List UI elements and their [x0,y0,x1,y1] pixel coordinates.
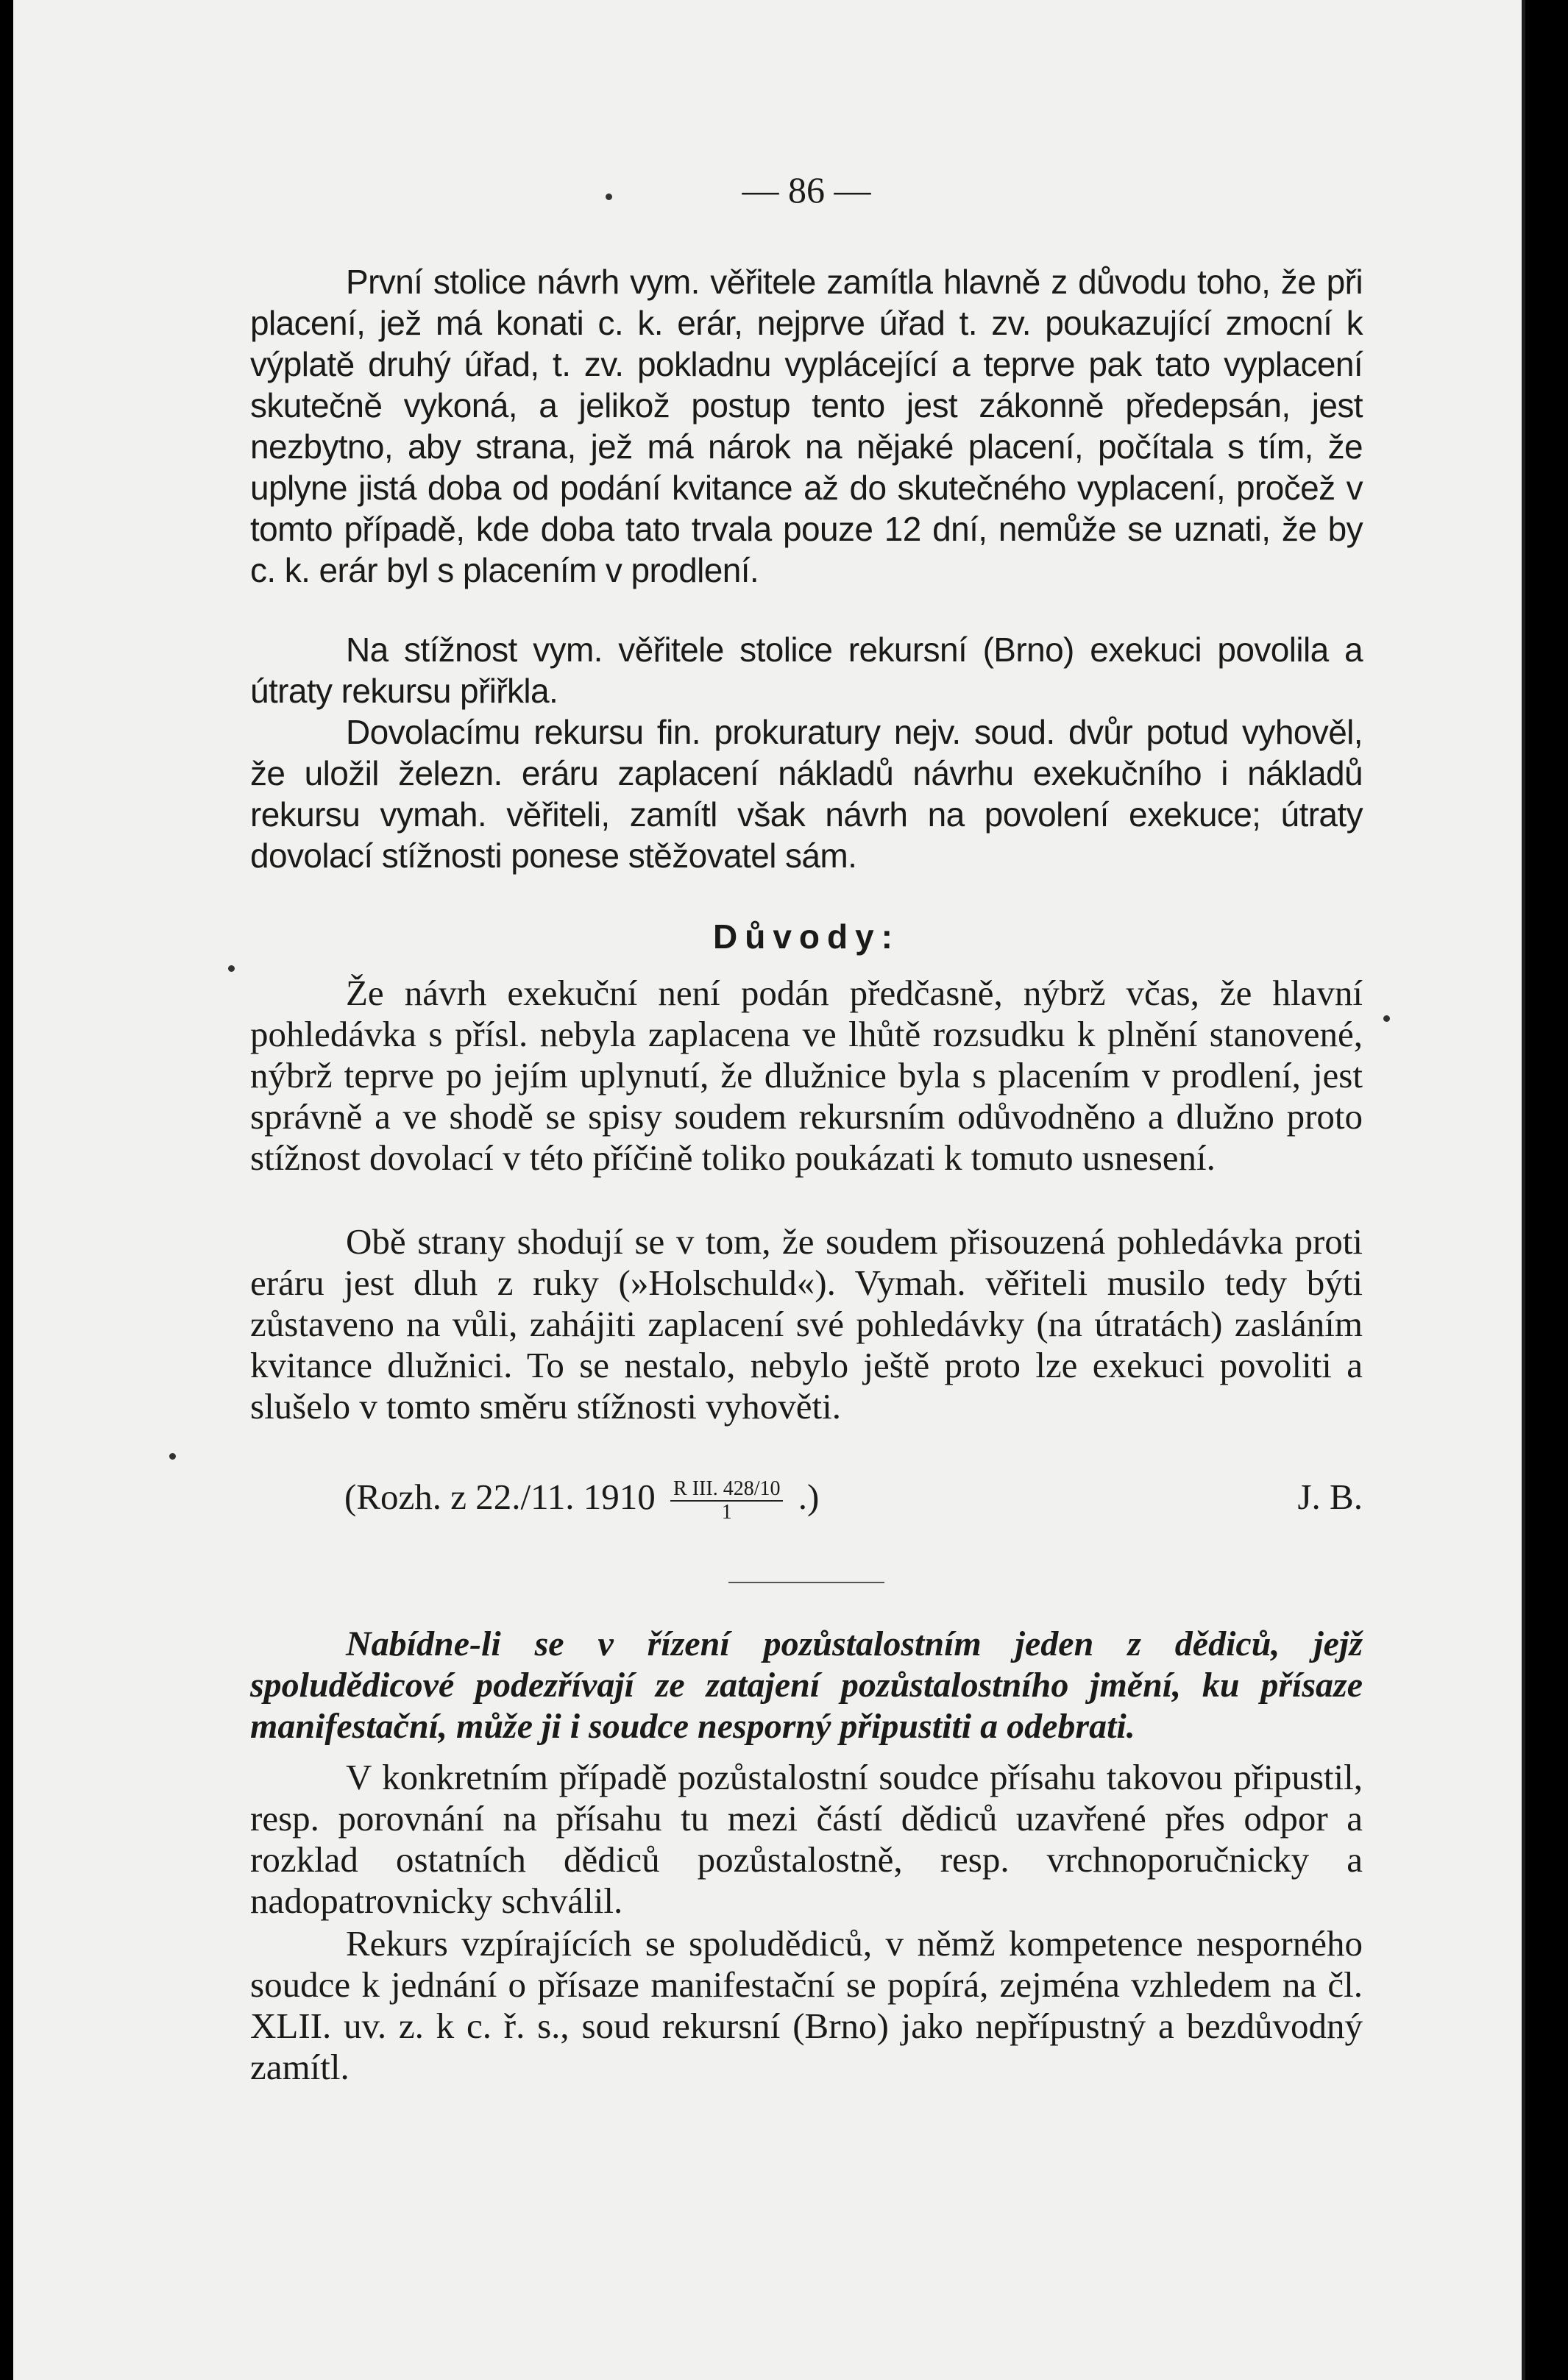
paragraph-reasons-2: Obě strany shodují se v tom, že soudem přisouzená pohledávka proti eráru jest dluh z ruky (»Holschuld«). Vymah. věřiteli musilo tedy býti zůstaveno na vůli, zahájiti zaplacení své pohledávky (na útratách) zasláním kvitance dlužnici. To se nestalo, nebylo ještě proto lze exekuci povoliti a slušelo v tomto směru stížnosti vyhověti. [250,1221,1363,1427]
italic-headnote: Nabídne-li se v řízení pozůstalostním jeden z dědiců, jejž spoludědicové podezřívají ze zatajení pozůstalostního jmění, ku přísaze manifestační, může ji i soudce nesporný připustiti a odebrati. [250,1624,1363,1746]
author-initials: J. B. [1297,1477,1363,1517]
citation-reference [344,1471,819,1524]
paragraph-appeal-instance: Na stížnost vym. věřitele stolice rekursní (Brno) exekuci povolila a útraty rekursu přiřkla. [250,630,1363,710]
fraction-numerator: R III. 428/10 [670,1478,783,1502]
speck-dot [1383,1015,1390,1022]
page-number: — 86 — [742,169,871,210]
citation-fraction [670,1478,783,1524]
citation-suffix: .) [798,1477,820,1517]
paragraph-first-instance: První stolice návrh vym. věřitele zamítla hlavně z důvodu toho, že při placení, jež má konati c. k. erár, nejprve úřad t. zv. poukazující zmocní k výplatě druhý úřad, t. zv. pokladnu vyplácející a teprve pak tato vyplacení skutečně vykoná, a jelikož postup tento jest zákonně předepsán, jest nezbytno, aby strana, jež má nárok na nějaké placení, počítala s tím, že uplyne jistá doba od podání kvitance až do skutečného vyplacení, pročež v tomto případě, kde doba tato trvala pouze 12 dní, nemůže se uznati, že by c. k. erár byl s placením v prodlení. [250,263,1363,589]
speck-dot [169,1453,176,1460]
reasons-heading: Důvody: [713,917,900,956]
paragraph-probate-2: Rekurs vzpírajících se spoludědiců, v němž kompetence nesporného soudce k jednání o přísaze manifestační se popírá, zejména vzhledem na čl. XLII. uv. z. k c. ř. s., soud rekursní (Brno) jako nepřípustný a bezdůvodný zamítl. [250,1923,1363,2087]
fraction-denominator: 1 [721,1500,732,1524]
citation-prefix: (Rozh. z 22./11. 1910 [344,1477,656,1517]
paragraph-probate-1: V konkretním případě pozůstalostní soudce přísahu takovou připustil, resp. porovnání na přísahu tu mezi částí dědiců uzavřené přes odpor a rozklad ostatních dědiců pozůstalostně, resp. vrchnoporučnicky a nadopatrovnicky schválil. [250,1757,1363,1921]
paragraph-reasons-1: Že návrh exekuční není podán předčasně, nýbrž včas, že hlavní pohledávka s přísl. nebyla zaplacena ve lhůtě rozsudku k plnění stanovené, nýbrž teprve po jejím uplynutí, že dlužnice byla s placením v prodlení, jest správně a ve shodě se spisy soudem rekursním odůvodněno a dlužno proto stížnost dovolací v této příčině toliko poukázati k tomuto usnesení. [250,973,1363,1178]
section-divider [728,1582,884,1583]
paragraph-supreme-court: Dovolacímu rekursu fin. prokuratury nejv. soud. dvůr potud vyhověl, že uložil železn. eráru zaplacení nákladů návrhu exekučního i nákladů rekursu vymah. věřiteli, zamítl však návrh na povolení exekuce; útraty dovolací stížnosti ponese stěžovatel sám. [250,713,1363,875]
citation-line [250,1471,1363,1523]
speck-dot [228,965,235,972]
scanned-page [13,0,1525,2380]
speck-dot [606,193,612,200]
page-edge-shadow [1522,0,1525,2380]
